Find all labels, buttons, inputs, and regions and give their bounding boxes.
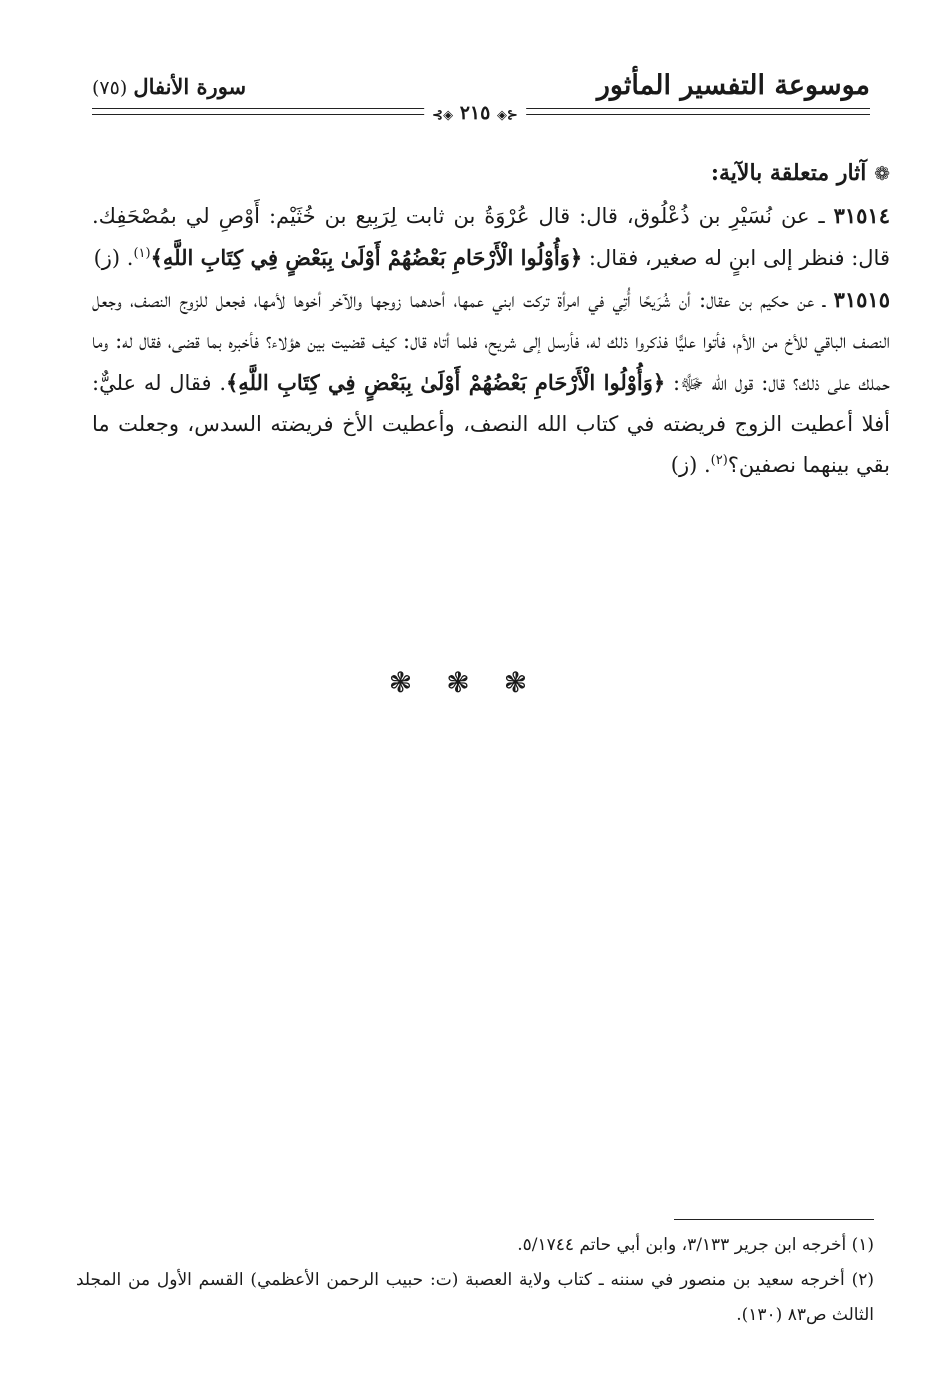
- footnote-marker[interactable]: (١): [133, 246, 151, 261]
- section-heading: [92, 153, 890, 195]
- ornament-icon: ◈⊱: [432, 108, 454, 123]
- hadith-text: ـ عن نُسَيْرِ بن ذُعْلُوق، قال: قال عُرْوَةُ بن ثابت لِرَبِيع بن خُثَيْم: أَوْصِ لي بمُصْحَفِك. قال: فنظر إلى ابنٍ له صغير، فقال:: [92, 204, 890, 270]
- hadith-text: . فقال له عليٌّ: أفلا أعطيت الزوج فريضته في كتاب الله النصف، وأعطيت الأخ فريضته السدس، وجعلت ما بقي بينهما نصفين؟: [92, 371, 890, 477]
- ornament-icon: ⊰◈: [496, 108, 518, 123]
- page-number-block: [424, 102, 526, 124]
- star-ornament-icon: ❁: [874, 163, 890, 185]
- footnote: (٢) أخرجه سعيد بن منصور في سننه ـ كتاب ولاية العصبة (ت: حبيب الرحمن الأعظمي) القسم الأول من المجلد الثالث ص٨٣ (١٣٠).: [76, 1270, 874, 1325]
- main-text: [92, 153, 890, 486]
- footnote-marker[interactable]: (٢): [710, 453, 728, 468]
- hadith-text: ـ عن حكيم بن عقال: أن شُرَيحًا أُتِي في امرأة تركت ابني عمها، أحدهما زوجها والآخر أخوها لأمها، فجعل للزوج النصف، وجعل النصف الباقي للأخ من الأم، فأتوا عليًّا فذكروا ذلك له، فأرسل إلى شريح، فلما أتاه قال: كيف قضيت بين هؤلاء؟ فأخبره بما قضى، فقال له: وما حملك على ذلك؟ قال: قول الله ﷻ:: [92, 288, 890, 395]
- book-title: موسوعة التفسير المأثور: [596, 70, 870, 101]
- surah-name: سورة الأنفال: [133, 74, 247, 99]
- footnote-rule: [674, 1219, 874, 1220]
- footnote: (١) أخرجه ابن جرير ٣/١٣٣، وابن أبي حاتم ٥/١٧٤٤.: [517, 1235, 874, 1255]
- footnotes: [76, 1228, 874, 1333]
- surah-reference: [92, 74, 246, 99]
- hadith-entry: [92, 279, 890, 486]
- hadith-number: ٣١٥١٤: [833, 203, 890, 228]
- hadith-number: ٣١٥١٥: [833, 287, 890, 312]
- running-header: [92, 70, 870, 106]
- hadith-entry: [92, 195, 890, 279]
- quran-quote: ﴿وَأُوْلُوا الْأَرْحَامِ بَعْضُهُمْ أَوْلَىٰ بِبَعْضٍ فِي كِتَابِ اللَّهِ﴾: [226, 370, 666, 395]
- hadith-tail: . (ز): [93, 246, 134, 270]
- section-separator: ❃❃❃: [388, 666, 562, 699]
- hadith-tail: . (ز): [670, 453, 711, 477]
- section-title: آثار متعلقة بالآية:: [710, 160, 867, 186]
- verse-reference: (٧٥): [92, 77, 128, 99]
- quran-quote: ﴿وَأُوْلُوا الْأَرْحَامِ بَعْضُهُمْ أَوْلَىٰ بِبَعْضٍ فِي كِتَابِ اللَّهِ﴾: [150, 245, 583, 270]
- page-number: ٢١٥: [459, 102, 491, 124]
